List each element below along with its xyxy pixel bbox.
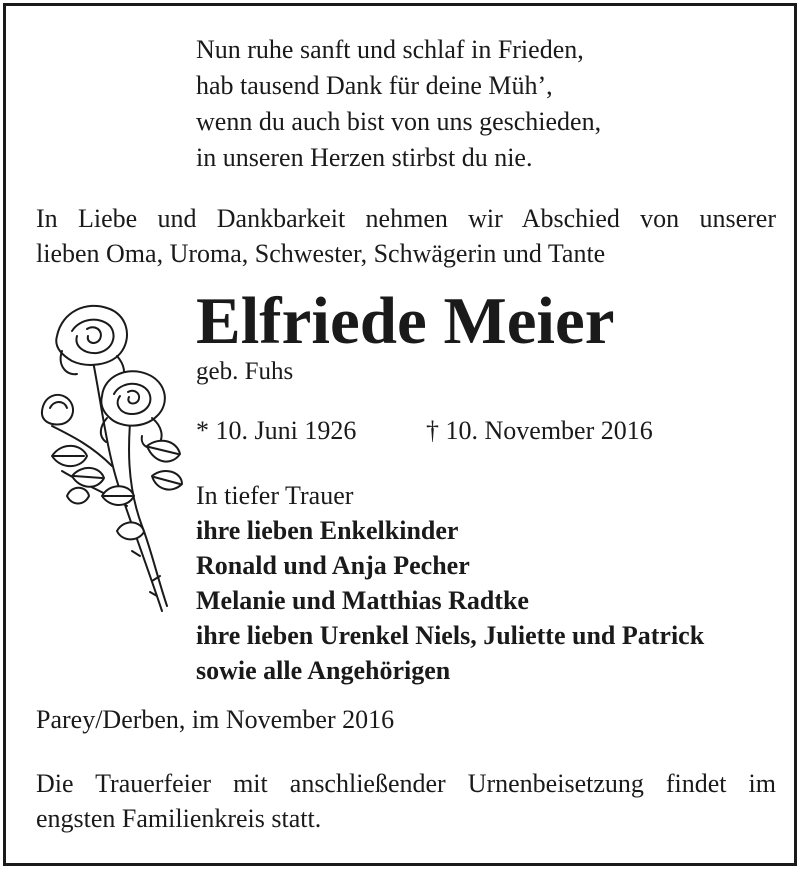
birth-date: * 10. Juni 1926	[196, 416, 357, 445]
memorial-poem	[196, 32, 601, 176]
mourner-line: Ronald und Anja Pecher	[196, 551, 470, 580]
deceased-name: Elfriede Meier	[196, 284, 615, 358]
rose-illustration	[32, 296, 192, 621]
mourner-line: sowie alle Angehörigen	[196, 656, 451, 685]
mourner-line: Melanie und Matthias Radtke	[196, 586, 529, 615]
poem-line: in unseren Herzen stirbst du nie.	[196, 143, 533, 172]
intro-line: In Liebe und Dankbarkeit nehmen wir Abschied von unserer	[36, 204, 776, 233]
mourner-line: ihre lieben Enkelkinder	[196, 516, 459, 545]
death-date: † 10. November 2016	[426, 416, 653, 445]
funeral-note-line: Die Trauerfeier mit anschließender Urnenbeisetzung findet im	[36, 769, 776, 798]
funeral-note-line: engsten Familienkreis statt.	[36, 804, 322, 833]
mourners-list	[196, 478, 704, 688]
place-and-date: Parey/Derben, im November 2016	[36, 705, 395, 734]
poem-line: wenn du auch bist von uns geschieden,	[196, 107, 602, 136]
farewell-intro	[36, 201, 776, 271]
funeral-note	[36, 766, 776, 836]
poem-line: Nun ruhe sanft und schlaf in Frieden,	[196, 35, 584, 64]
intro-line: lieben Oma, Uroma, Schwester, Schwägerin und Tante	[36, 239, 606, 268]
birth-name: geb. Fuhs	[196, 358, 294, 385]
poem-line: hab tausend Dank für deine Müh’,	[196, 71, 553, 100]
mourner-line: ihre lieben Urenkel Niels, Juliette und Patrick	[196, 621, 705, 650]
mourners-intro: In tiefer Trauer	[196, 481, 354, 510]
obituary-notice	[3, 3, 797, 866]
